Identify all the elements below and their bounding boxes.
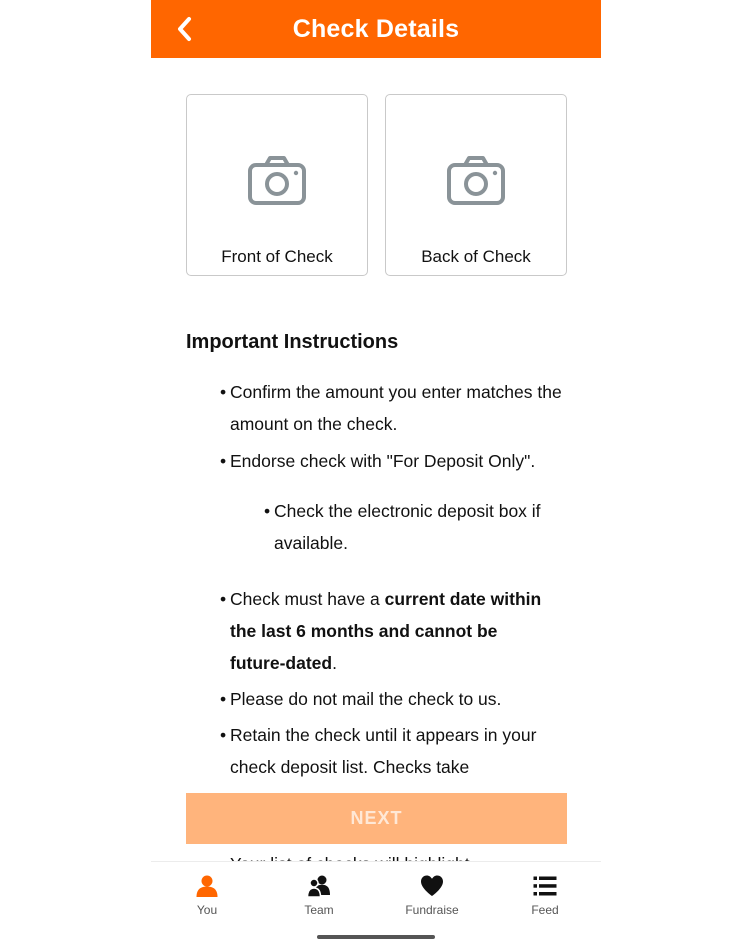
instruction-item: • Retain the check until it appears in your check deposit list. Checks take xyxy=(220,725,537,777)
camera-icon xyxy=(247,155,307,207)
instruction-item: • Confirm the amount you enter matches the amount on the check. xyxy=(220,382,562,434)
heart-icon xyxy=(420,874,444,898)
tab-fundraise[interactable]: Fundraise xyxy=(387,872,477,920)
chevron-left-icon xyxy=(176,16,192,42)
instructions-heading: Important Instructions xyxy=(186,331,399,353)
instruction-item: • Check must have a current date within the last 6 months and cannot be future-dated. xyxy=(220,589,542,673)
list-icon xyxy=(533,874,557,898)
next-button[interactable]: NEXT xyxy=(186,793,567,844)
front-of-check-button[interactable] xyxy=(186,94,368,276)
instruction-item: • Endorse check with "For Deposit Only". xyxy=(220,451,536,471)
check-details-screen xyxy=(151,0,601,950)
tab-you[interactable]: You xyxy=(162,872,252,920)
person-icon xyxy=(195,874,219,898)
header-bar xyxy=(151,0,601,58)
front-of-check-label: Front of Check xyxy=(221,247,333,266)
instruction-item: • Please do not mail the check to us. xyxy=(220,689,502,709)
back-button[interactable] xyxy=(169,12,199,46)
home-indicator xyxy=(317,935,435,939)
team-icon xyxy=(307,874,331,898)
instruction-subitem: • Check the electronic deposit box if available. xyxy=(264,501,541,553)
page-title: Check Details xyxy=(292,14,460,43)
tab-feed[interactable]: Feed xyxy=(500,872,590,920)
tab-team[interactable]: Team xyxy=(274,872,364,920)
back-of-check-label: Back of Check xyxy=(421,247,531,266)
back-of-check-button[interactable] xyxy=(385,94,567,276)
camera-icon xyxy=(446,155,506,207)
